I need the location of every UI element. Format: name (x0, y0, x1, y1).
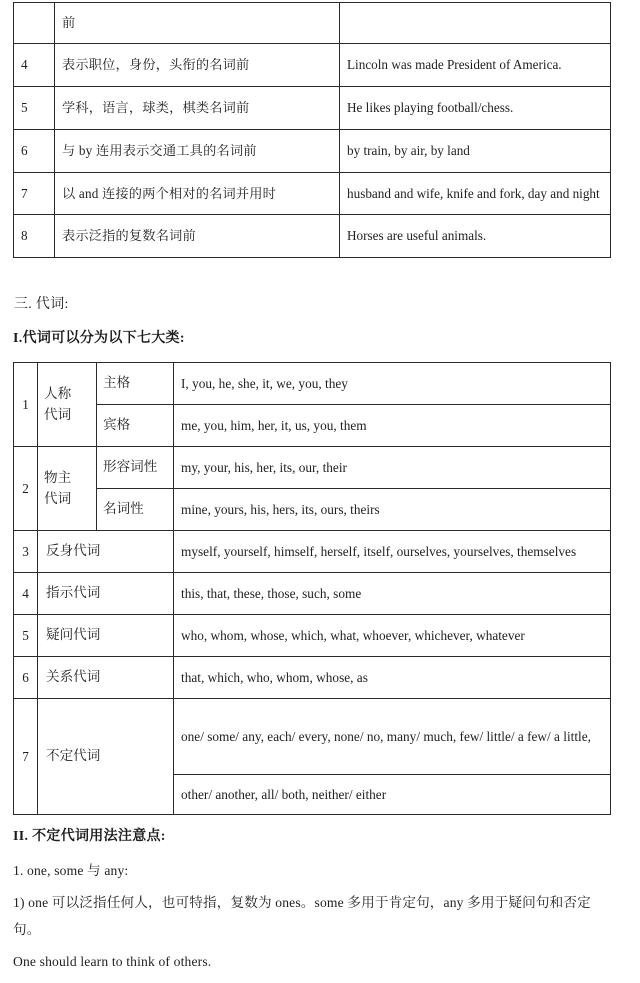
rule-chinese: 表示职位，身份，头衔的名词前 (55, 44, 340, 87)
rule-chinese: 表示泛指的复数名词前 (55, 215, 340, 258)
table-row (14, 215, 611, 258)
row-number: 3 (14, 531, 38, 573)
pronoun-list: that, which, who, whom, whose, as (174, 657, 611, 699)
note-example-1: One should learn to think of others. (13, 954, 212, 969)
row-number: 6 (14, 130, 55, 173)
example-english: husband and wife, knife and fork, day and night (340, 173, 611, 215)
note-item-1-1: 1) one 可以泛指任何人，也可特指，复数为 ones。some 多用于肯定句，any 多用于疑问句和否定句。 (13, 895, 591, 937)
table-row (14, 130, 611, 173)
table-row (14, 489, 611, 531)
table-row (14, 447, 611, 489)
row-number: 7 (14, 699, 38, 815)
category-line-2: 代词 (44, 406, 72, 422)
table-row (14, 3, 611, 44)
table-row (14, 44, 611, 87)
pronoun-category: 疑问代词 (38, 615, 174, 657)
pronoun-list: other/ another, all/ both, neither/ either (174, 775, 611, 815)
table-row (14, 173, 611, 215)
row-number: 4 (14, 573, 38, 615)
row-number (14, 3, 55, 44)
row-number: 5 (14, 87, 55, 130)
category-line-1: 物主 (44, 470, 72, 486)
pronoun-category (38, 363, 97, 447)
example-english: Horses are useful animals. (340, 215, 611, 258)
pronoun-category: 指示代词 (38, 573, 174, 615)
pronoun-list: who, whom, whose, which, what, whoever, whichever, whatever (174, 615, 611, 657)
table-row (14, 615, 611, 657)
pronoun-category: 关系代词 (38, 657, 174, 699)
articles-usage-table (13, 2, 611, 258)
row-number: 2 (14, 447, 38, 531)
table-row (14, 87, 611, 130)
pronoun-categories-table (13, 362, 611, 815)
pronoun-list: my, your, his, her, its, our, their (174, 447, 611, 489)
example-english: by train, by air, by land (340, 130, 611, 173)
section-subtitle: I.代词可以分为以下七大类: (13, 331, 185, 346)
row-number: 8 (14, 215, 55, 258)
rule-chinese: 学科，语言，球类，棋类名词前 (55, 87, 340, 130)
pronoun-category: 不定代词 (38, 699, 174, 815)
rule-chinese: 以 and 连接的两个相对的名词并用时 (55, 173, 340, 215)
table-row (14, 363, 611, 405)
pronoun-subcategory: 名词性 (97, 489, 174, 531)
pronoun-list: myself, yourself, himself, herself, itself, ourselves, yourselves, themselves (174, 531, 611, 573)
example-english (340, 3, 611, 44)
row-number: 4 (14, 44, 55, 87)
table-row (14, 699, 611, 775)
pronoun-list: I, you, he, she, it, we, you, they (174, 363, 611, 405)
table-row (14, 657, 611, 699)
pronoun-category: 反身代词 (38, 531, 174, 573)
row-number: 6 (14, 657, 38, 699)
table-row (14, 405, 611, 447)
rule-chinese: 与 by 连用表示交通工具的名词前 (55, 130, 340, 173)
pronoun-subcategory: 主格 (97, 363, 174, 405)
pronoun-list: one/ some/ any, each/ every, none/ no, many/ much, few/ little/ a few/ a little, (174, 699, 611, 775)
notes-heading: II. 不定代词用法注意点: (13, 829, 166, 844)
category-line-1: 人称 (44, 386, 72, 402)
example-english: He likes playing football/chess. (340, 87, 611, 130)
pronoun-subcategory: 形容词性 (97, 447, 174, 489)
table-row (14, 531, 611, 573)
row-number: 7 (14, 173, 55, 215)
note-item-1: 1. one, some 与 any: (13, 863, 129, 878)
table-row (14, 573, 611, 615)
pronoun-category (38, 447, 97, 531)
section-title: 三. 代词: (14, 297, 69, 312)
pronoun-list: me, you, him, her, it, us, you, them (174, 405, 611, 447)
example-english: Lincoln was made President of America. (340, 44, 611, 87)
pronoun-list: this, that, these, those, such, some (174, 573, 611, 615)
category-line-2: 代词 (44, 490, 72, 506)
row-number: 5 (14, 615, 38, 657)
row-number: 1 (14, 363, 38, 447)
rule-chinese: 前 (55, 3, 340, 44)
pronoun-list: mine, yours, his, hers, its, ours, theirs (174, 489, 611, 531)
pronoun-subcategory: 宾格 (97, 405, 174, 447)
